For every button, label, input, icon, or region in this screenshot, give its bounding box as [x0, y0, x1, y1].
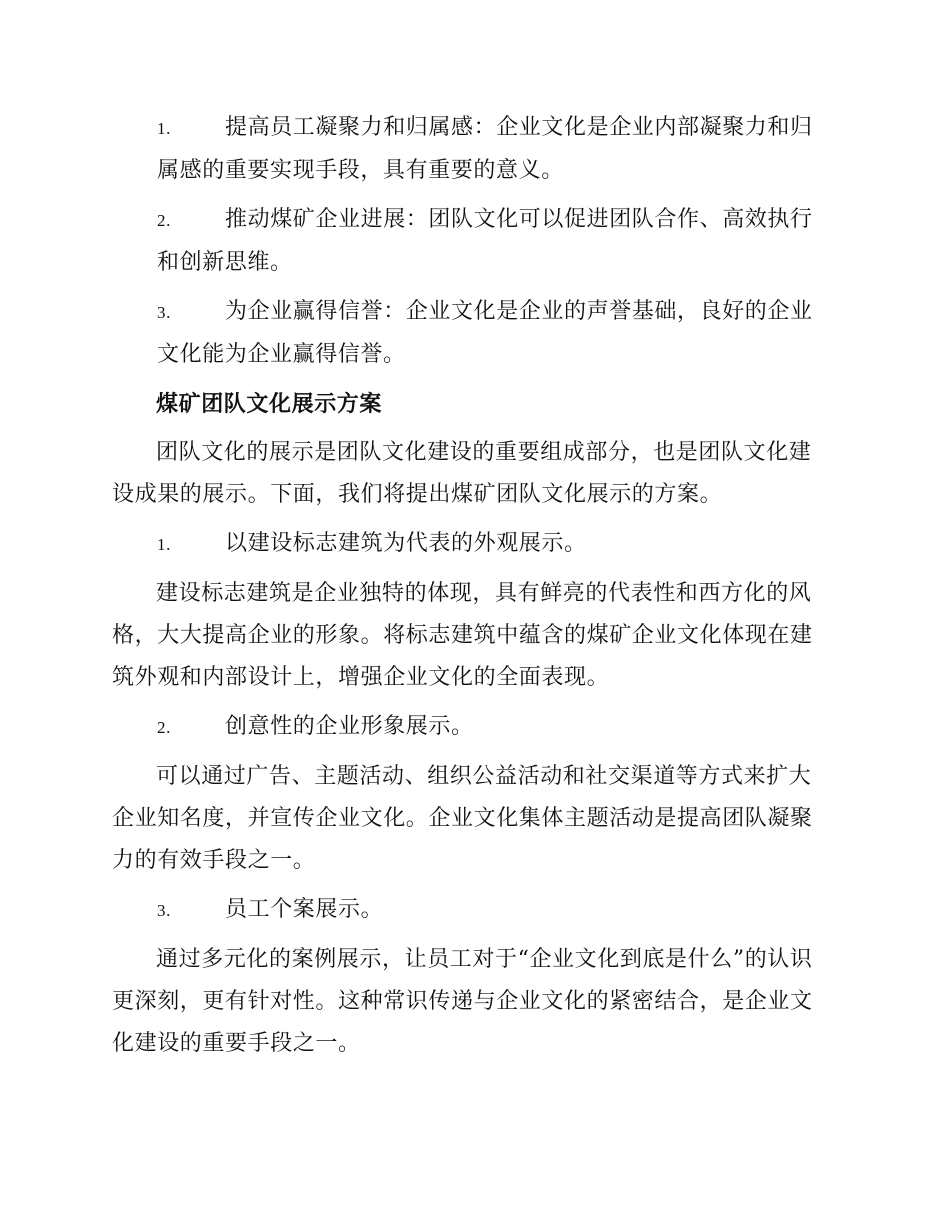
plan-item-title — [112, 523, 832, 566]
list-item-text: 为企业赢得信誉：企业文化是企业的声誉基础，良好的企业文化能为企业赢得信誉。 — [157, 299, 813, 367]
plan-item-body: 建设标志建筑是企业独特的体现，具有鲜亮的代表性和西方化的风格，大大提高企业的形象。将标志建筑中蕴含的煤矿企业文化体现在建筑外观和内部设计上，增强企业文化的全面表现。 — [112, 581, 813, 690]
list-number: 2. — [157, 211, 171, 230]
list-number: 1. — [157, 535, 171, 554]
list-item-text: 提高员工凝聚力和归属感：企业文化是企业内部凝聚力和归属感的重要实现手段，具有重要的意义。 — [157, 115, 813, 183]
list-number: 3. — [157, 303, 171, 322]
list-item — [112, 107, 832, 192]
section-heading: 煤矿团队文化展示方案 — [156, 391, 383, 417]
list-number: 2. — [157, 718, 171, 737]
plan-item-body: 可以通过广告、主题活动、组织公益活动和社交渠道等方式来扩大企业知名度，并宣传企业文化。企业文化集体主题活动是提高团队凝聚力的有效手段之一。 — [112, 764, 813, 873]
list-number: 1. — [157, 119, 171, 138]
plan-item-body: 通过多元化的案例展示，让员工对于“企业文化到底是什么”的认识更深刻，更有针对性。这种常识传递与企业文化的紧密结合，是企业文化建设的重要手段之一。 — [112, 947, 813, 1056]
plan-title-text: 以建设标志建筑为代表的外观展示。 — [225, 531, 587, 556]
list-item-text: 推动煤矿企业进展：团队文化可以促进团队合作、高效执行和创新思维。 — [157, 207, 813, 275]
document-page — [112, 107, 832, 1072]
list-number: 3. — [157, 901, 171, 920]
plan-item-title — [112, 706, 832, 749]
plan-title-text: 员工个案展示。 — [225, 897, 384, 922]
plan-item-title — [112, 889, 832, 932]
plan-title-text: 创意性的企业形象展示。 — [225, 714, 474, 739]
list-item — [112, 199, 832, 284]
list-item — [112, 291, 832, 376]
section-intro: 团队文化的展示是团队文化建设的重要组成部分，也是团队文化建设成果的展示。下面，我们将提出煤矿团队文化展示的方案。 — [112, 440, 812, 507]
